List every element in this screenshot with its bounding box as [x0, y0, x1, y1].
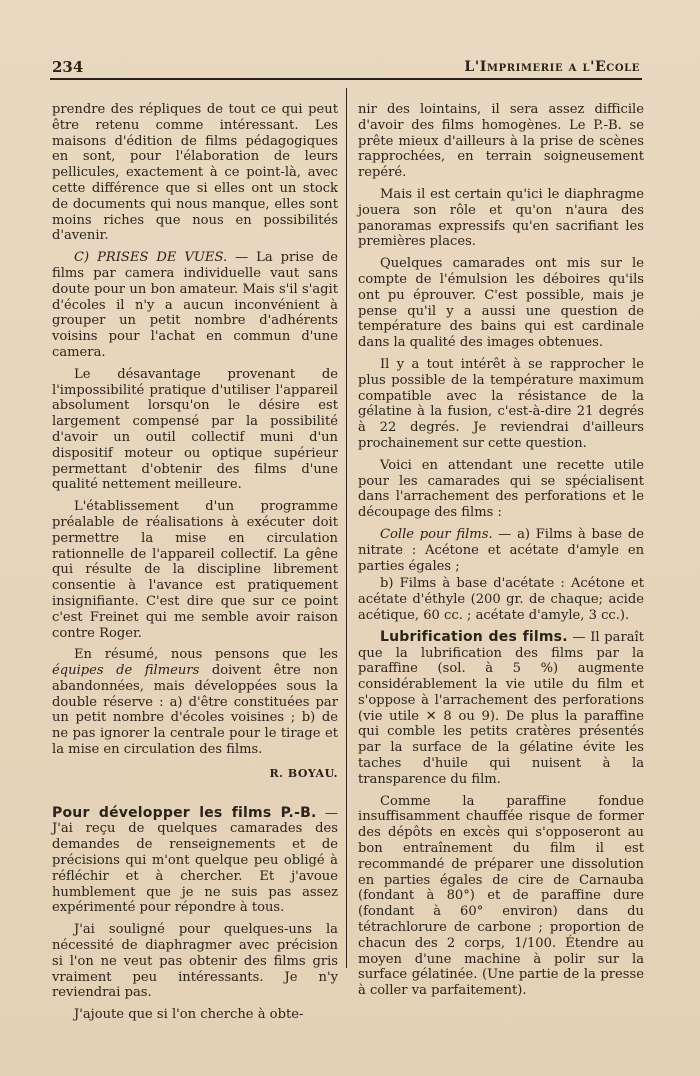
- page-number: 234: [52, 58, 84, 76]
- paragraph: Lubrification des films. — Il paraît que la lubrification des films par la paraffine (sol. à 5 %) augmente considérablement la vie utile du film et s'oppose à l'arrachement des perforations (vie utile ✕ 8 ou 9). De plus la paraffine qui comble les petits cratères présentés par la surface de la gélatine évite les taches d'huile qui nuisent à la transparence du film.: [358, 628, 644, 787]
- paragraph: Le désavantage provenant de l'impossibilité pratique d'utiliser l'appareil absolument lorsqu'on le désire est largement compensé par la possibilité d'avoir un outil collectif muni d'un dispositif moteur ou optique supérieur permettant d'obtenir des films d'une qualité nettement meilleure.: [52, 366, 338, 493]
- paragraph: J'ai souligné pour quelques-uns la nécessité de diaphragmer avec précision si l'on ne veut pas obtenir des films gris vraiment peu intéressants. Je n'y reviendrai pas.: [52, 922, 338, 1001]
- article-heading: Lubrification des films.: [380, 628, 568, 645]
- article-heading: Pour développer les films P.-B.: [52, 804, 317, 821]
- right-column: [358, 102, 644, 1005]
- paragraph: prendre des répliques de tout ce qui peut être retenu comme intéressant. Les maisons d'édition de films pédagogiques en sont, pour l'élaboration de leurs pellicules, exactement à ce point-là, avec cette différence que si elles ont un stock de documents qui nous manque, elles sont moins riches que nous en possibilités d'avenir.: [52, 102, 338, 244]
- paragraph: L'établissement d'un programme préalable de réalisations à exécuter doit permettre la mise en circulation rationnelle de l'appareil collectif. La gêne qui résulte de la discipline librement consentie à l'avance est pratiquement insignifiante. C'est dire que sur ce point c'est Freinet qui me semble avoir raison contre Roger.: [52, 499, 338, 641]
- left-column: [52, 102, 338, 1029]
- paragraph: Il y a tout intérêt à se rapprocher le plus possible de la température maximum compatible avec la résistance de la gélatine à la fusion, c'est-à-dire 21 degrés à 22 degrés. Je reviendrai d'ailleurs prochainement sur cette question.: [358, 356, 644, 451]
- paragraph: Voici en attendant une recette utile pour les camarades qui se spécialisent dans l'arrachement des perforations et le découpage des films :: [358, 457, 644, 521]
- paragraph: C) PRISES DE VUES. — La prise de films par camera individuelle vaut sans doute pour un bon amateur. Mais s'il s'agit d'écoles il n'y a aucun inconvénient à grouper un petit nombre d'adhérents voisins pour l'achat en commun d'une camera.: [52, 250, 338, 360]
- paragraph: Colle pour films. — a) Films à base de nitrate : Acétone et acétate d'amyle en parties égales ;: [358, 526, 645, 574]
- paragraph: b) Films à base d'acétate : Acétone et acétate d'éthyle (200 gr. de chaque; acide acétique, 60 cc. ; acétate d'amyle, 3 cc.).: [358, 576, 644, 623]
- page-header: [50, 56, 642, 80]
- recipe-label: Colle pour films.: [380, 526, 493, 542]
- paragraph: nir des lointains, il sera assez difficile d'avoir des films homogènes. Le P.-B. se prête mieux d'ailleurs à la prise de scènes rapprochées, en terrain soigneusement repéré.: [358, 102, 644, 181]
- paragraph: En résumé, nous pensons que les équipes de filmeurs doivent être non abandonnées, mais développées sous la double réserve : a) d'être constituées par un petit nombre d'écoles voisines ; b) de ne pas ignorer la centrale pour le tirage et la mise en circulation des films.: [52, 647, 338, 758]
- author-signature: R. BOYAU.: [269, 766, 338, 780]
- multiplication-sign-icon: ✕: [425, 708, 437, 724]
- paragraph: Mais il est certain qu'ici le diaphragme jouera son rôle et qu'on n'aura des panoramas expressifs qu'en sacrifiant les premières places.: [358, 186, 644, 250]
- section-label: C) PRISES DE VUES.: [74, 250, 228, 266]
- column-divider: [346, 88, 347, 968]
- paragraph: Pour développer les films P.-B. — J'ai reçu de quelques camarades des demandes de renseignements et de précisions qui m'ont quelque peu obligé à réfléchir et à chercher. Et j'avoue humblement que je ne suis pas assez expérimenté pour répondre à tous.: [52, 804, 338, 916]
- paragraph: J'ajoute que si l'on cherche à obte-: [74, 1007, 304, 1023]
- paragraph: Quelques camarades ont mis sur le compte de l'émulsion les déboires qu'ils ont pu éprouver. C'est possible, mais je pense qu'il y a aussi une question de température des bains qui est cardinale dans la qualité des images obtenues.: [358, 256, 644, 351]
- paragraph: Comme la paraffine fondue insuffisamment chauffée risque de former des dépôts en excès qui s'opposeront au bon entraînement du film il est recommandé de préparer une dissolution en parties égales de cire de Carnauba (fondant à 80°) et de paraffine dure (fondant à 60° environ) dans du tétrachlorure de carbone ; proportion de chacun des 2 corps, 1/100. Étendre au moyen d'une machine à polir sur la surface gélatinée. (Une partie de la presse à coller va parfaitement).: [358, 793, 644, 999]
- running-title: L'Imprimerie a l'Ecole: [464, 59, 640, 75]
